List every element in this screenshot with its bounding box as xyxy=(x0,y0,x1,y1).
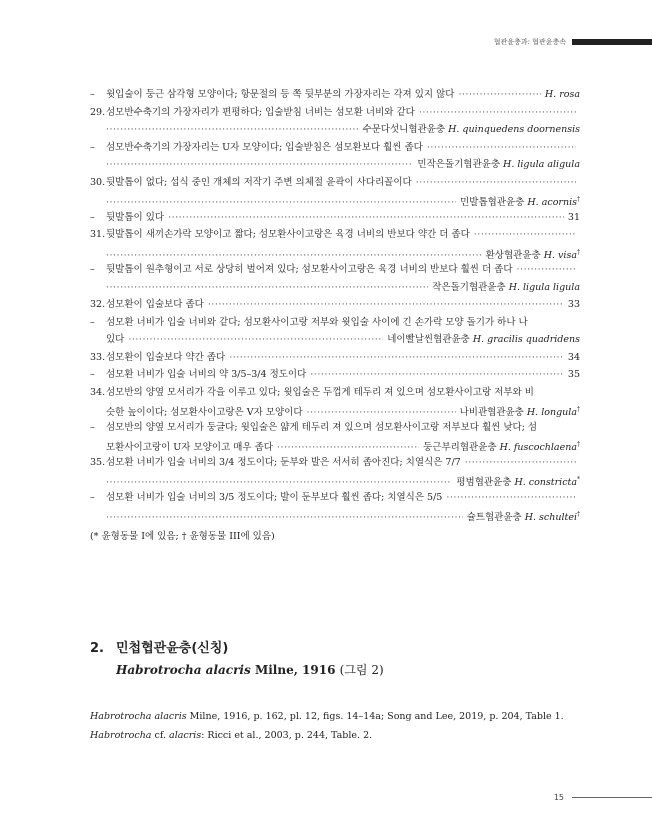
couplet-text: 섬모환이 입술보다 약간 좁다 xyxy=(106,351,226,363)
couplet-marker: – xyxy=(90,141,95,153)
leader-dots xyxy=(106,279,428,297)
key-line xyxy=(90,121,580,139)
species-author: Milne, 1916 xyxy=(254,663,336,677)
taxon-scientific-name: H. constricta xyxy=(514,477,577,489)
leader-dots xyxy=(416,174,576,192)
footer-rule xyxy=(572,797,652,798)
couplet-marker: 29. xyxy=(90,106,106,118)
taxon-result xyxy=(545,86,580,104)
couplet-text: 윗입술이 둥근 삼각형 모양이다; 항문절의 등 쪽 뒷부분의 가장자리는 각져 있지 않다 xyxy=(106,89,455,100)
taxon-korean-name: 민발톱협관윤충 xyxy=(460,197,525,209)
leader-dots xyxy=(465,454,576,472)
key-line xyxy=(90,349,580,367)
key-line xyxy=(90,296,580,314)
couplet-text: 뒷발톱이 있다 xyxy=(106,211,165,223)
couplet-text: 섬모환 너비가 입술 너비의 3/5 정도이다; 발이 둔부보다 훨씬 좁다; 치열식은 5/5 xyxy=(106,491,443,503)
taxon-korean-name: 평범협관윤충 xyxy=(456,477,512,489)
couplet-marker: – xyxy=(90,211,95,223)
taxon-scientific-name: H. visa xyxy=(543,249,577,261)
taxon-scientific-name: H. ligula ligula xyxy=(508,281,580,293)
taxon-korean-name: 수문다섯니협관윤충 xyxy=(362,124,446,135)
running-header xyxy=(494,36,652,48)
key-line xyxy=(90,506,580,524)
couplet-marker: 34. xyxy=(90,386,106,398)
taxon-scientific-name: H. acornis xyxy=(527,197,577,209)
couplet-text: 섬모환 너비가 입술 너비와 같다; 섬모환사이고랑 저부와 윗입술 사이에 긴 손가락 모양 돌기가 하나 나 xyxy=(106,316,528,328)
key-line xyxy=(90,314,580,332)
species-name xyxy=(90,660,580,680)
taxon-korean-name: 환상협관윤충 xyxy=(485,249,541,261)
leader-dots xyxy=(517,261,576,279)
key-line xyxy=(90,86,580,104)
couplet-marker: – xyxy=(90,89,95,100)
couplet-text: 섬모환이 입술보다 좁다 xyxy=(106,299,204,310)
key-line xyxy=(90,139,580,157)
taxon-result xyxy=(467,506,580,527)
couplet-marker: 33. xyxy=(90,351,106,363)
taxon-korean-name: 나비관협관윤충 xyxy=(459,407,524,419)
species-section xyxy=(90,638,580,680)
leader-dots xyxy=(168,209,564,227)
key-line xyxy=(90,209,580,227)
reference-line: Habrotrocha alacris Milne, 1916, p. 162, pl. 12, figs. 14–14a; Song and Lee, 2019, p. 204, Table 1. xyxy=(90,711,564,722)
taxon-footnote-mark: † xyxy=(577,441,580,448)
taxon-result xyxy=(417,156,580,174)
taxon-footnote-mark: † xyxy=(577,511,580,518)
leader-dots xyxy=(427,139,576,157)
key-line xyxy=(90,366,580,384)
taxon-result xyxy=(387,331,580,349)
couplet-target: 34 xyxy=(567,351,580,363)
taxon-scientific-name: H. fuscochlaena xyxy=(499,442,577,454)
couplet-target: 33 xyxy=(567,299,580,310)
key-line xyxy=(90,384,580,402)
key-line xyxy=(90,401,580,419)
taxon-scientific-name: H. ligula aligula xyxy=(503,159,580,170)
section-title xyxy=(90,638,580,660)
couplet-marker: – xyxy=(90,421,95,433)
taxon-scientific-name: H. gracilis quadridens xyxy=(472,334,580,345)
couplet-marker: 32. xyxy=(90,299,106,310)
key-line xyxy=(90,454,580,472)
couplet-text: 섬모환 너비가 입술 너비의 약 3/5–3/4 정도이다 xyxy=(106,369,307,380)
taxon-footnote-mark: † xyxy=(577,406,580,413)
key-line xyxy=(90,104,580,122)
key-line xyxy=(90,489,580,507)
key-line xyxy=(90,331,580,349)
couplet-text: 섬모반수축기의 가장자리는 U자 모양이다; 입술받침은 섬모환보다 훨씬 좁다 xyxy=(106,141,423,153)
key-footnote: (* 윤형동물 I에 있음; † 윤형동물 III에 있음) xyxy=(90,530,275,542)
taxon-footnote-mark: † xyxy=(577,196,580,203)
key-line xyxy=(90,244,580,262)
leader-dots xyxy=(128,331,383,349)
taxon-korean-name: 둥근부리협관윤충 xyxy=(423,442,497,454)
couplet-text: 섬모반의 양옆 모서리가 둥글다; 윗입술은 얇게 테두리 져 있으며 섬모환사이고랑 저부보다 훨씬 낮다; 섬 xyxy=(106,421,538,433)
leader-dots xyxy=(310,366,564,384)
couplet-marker: – xyxy=(90,264,95,275)
key-line xyxy=(90,419,580,437)
key-line xyxy=(90,471,580,489)
key-line xyxy=(90,436,580,454)
key-line xyxy=(90,279,580,297)
couplet-text: 모환사이고랑이 U자 모양이고 매우 좁다 xyxy=(106,442,273,454)
taxon-scientific-name: H. longula xyxy=(526,407,577,419)
section-title-korean: 민첩협관윤충(신칭) xyxy=(116,641,229,656)
figure-reference: (그림 2) xyxy=(339,663,384,677)
couplet-marker: 35. xyxy=(90,456,106,468)
couplet-text: 섬모반의 양옆 모서리가 각을 이루고 있다; 윗입술은 두껍게 테두리 져 있으며 섬모환사이고랑 저부와 비 xyxy=(106,386,534,398)
leader-dots xyxy=(208,296,564,314)
couplet-text: 뒷발톱이 새끼손가락 모양이고 짧다; 섬모환사이고랑은 육경 너비의 반보다 약간 더 좁다 xyxy=(106,229,470,240)
leader-dots xyxy=(106,156,413,174)
couplet-marker: 31. xyxy=(90,229,106,240)
couplet-marker: – xyxy=(90,491,95,503)
key-line xyxy=(90,174,580,192)
key-line xyxy=(90,191,580,209)
leader-dots xyxy=(474,226,576,244)
leader-dots xyxy=(446,489,576,507)
leader-dots xyxy=(106,121,358,139)
page-number: 15 xyxy=(553,793,564,802)
taxon-korean-name: 민작은돌기협관윤충 xyxy=(417,159,500,170)
section-number: 2. xyxy=(90,641,104,656)
taxon-scientific-name: H. rosa xyxy=(544,89,580,100)
couplet-text: 뒷발톱이 원추형이고 서로 상당히 벌어져 있다; 섬모환사이고랑은 육경 너비의 반보다 훨씬 더 좁다 xyxy=(106,264,513,275)
couplet-target: 35 xyxy=(567,369,580,380)
synonymy-references xyxy=(90,707,590,745)
couplet-marker: – xyxy=(90,369,95,380)
taxon-footnote-mark: † xyxy=(577,248,580,256)
key-line xyxy=(90,261,580,279)
couplet-text: 뒷발톱이 없다; 섭식 중인 개체의 저작기 주변 의체절 윤곽이 사다리꼴이다 xyxy=(106,176,412,188)
taxon-korean-name: 네이빨날씬협관윤충 xyxy=(387,334,470,345)
taxon-result xyxy=(432,279,580,297)
taxon-korean-name: 작은돌기협관윤충 xyxy=(432,281,506,293)
couplet-text: 슷한 높이이다; 섬모환사이고랑은 V자 모양이다 xyxy=(106,407,303,419)
couplet-marker: – xyxy=(90,316,95,328)
couplet-marker: 30. xyxy=(90,176,106,188)
taxon-korean-name: 슐트협관윤충 xyxy=(466,512,522,524)
couplet-text: 섬모반수축기의 가장자리가 편평하다; 입술받침 너비는 섬모환 너비와 같다 xyxy=(106,106,415,118)
couplet-text: 있다 xyxy=(106,334,125,345)
page-footer xyxy=(554,793,652,802)
taxon-scientific-name: H. quinquedens doornensis xyxy=(448,124,580,135)
couplet-text: 섬모환 너비가 입술 너비의 3/4 정도이다; 둔부와 발은 서서히 좁아진다; 치열식은 7/7 xyxy=(106,456,461,468)
key-line xyxy=(90,156,580,174)
key-line xyxy=(90,226,580,244)
leader-dots xyxy=(106,509,463,527)
species-scientific-name: Habrotrocha alacris xyxy=(116,663,251,677)
leader-dots xyxy=(419,104,576,122)
reference-line: Habrotrocha cf. alacris: Ricci et al., 2003, p. 244, Table. 2. xyxy=(90,730,373,741)
leader-dots xyxy=(458,86,540,104)
identification-key xyxy=(90,86,580,545)
header-bar xyxy=(572,39,652,45)
taxon-scientific-name: H. schultei xyxy=(524,512,577,524)
leader-dots xyxy=(229,349,564,367)
taxon-result xyxy=(362,121,580,139)
couplet-target: 31 xyxy=(567,211,580,223)
running-title: 협관윤충과: 협관윤충속 xyxy=(493,38,566,46)
taxon-footnote-mark: * xyxy=(577,476,580,483)
